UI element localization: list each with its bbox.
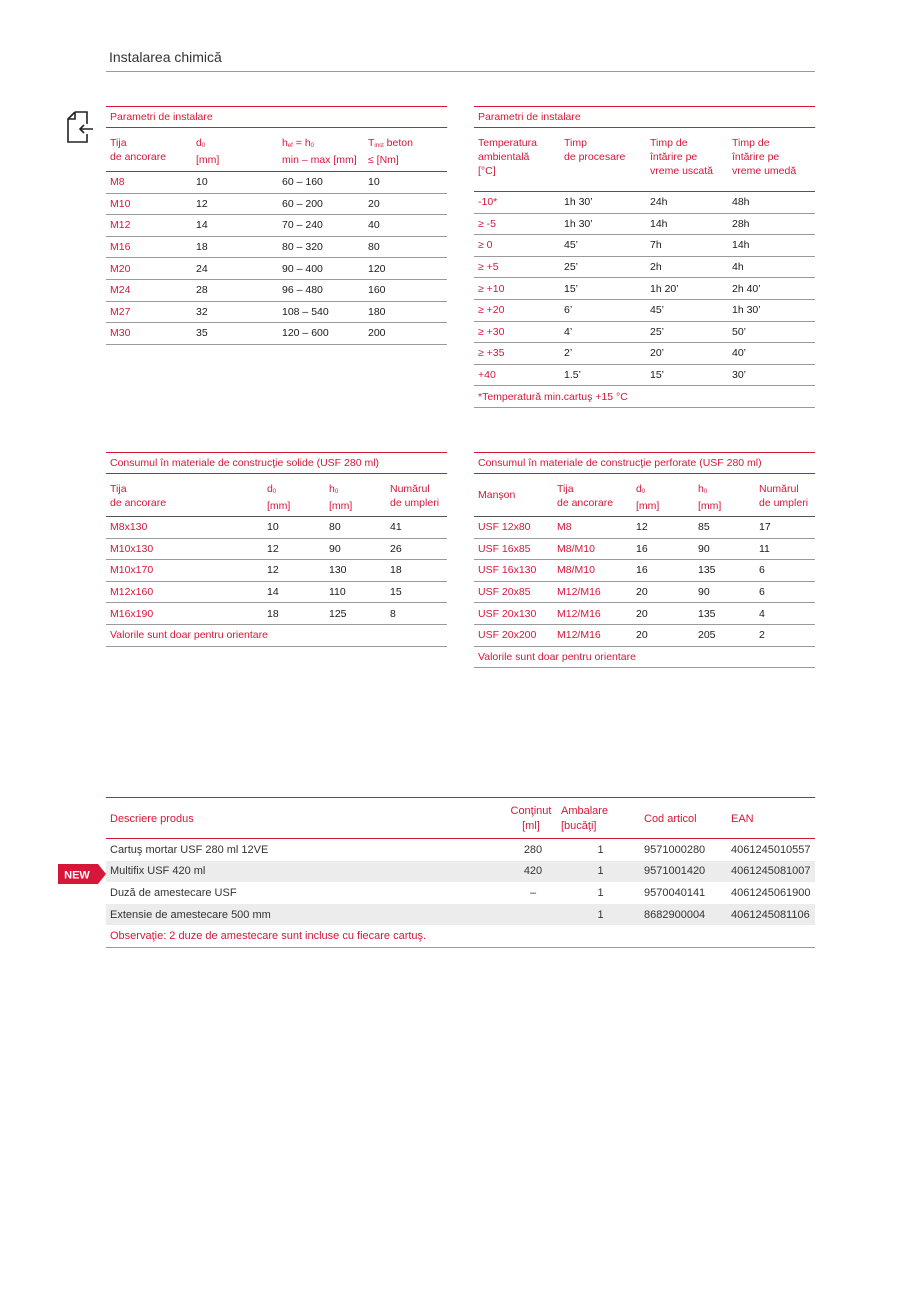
product-row [106, 839, 815, 861]
col-header: Tija de ancorare [106, 474, 263, 517]
table-cell: 110 [325, 581, 386, 603]
table-caption: Consumul în materiale de construcţie solide (USF 280 ml) [106, 453, 447, 474]
table-cell: 14h [646, 213, 728, 235]
table-row [474, 364, 815, 386]
col-header-packaging: Ambalare [bucăţi] [557, 798, 640, 839]
table-row [474, 560, 815, 582]
table-cell: 1h 30’ [728, 299, 815, 321]
table-cell: 205 [694, 624, 755, 646]
table-cell: 45’ [560, 235, 646, 257]
table-row [106, 517, 447, 539]
table-cell: 45’ [646, 299, 728, 321]
table-cell: 41 [386, 517, 447, 539]
table-cell: 20 [364, 193, 447, 215]
table-cell: 130 [325, 560, 386, 582]
product-cell: 4061245081106 [727, 904, 815, 926]
solid-materials-consumption-table [106, 452, 447, 647]
title-divider [106, 71, 815, 72]
table-cell: M10 [106, 193, 192, 215]
table-row [106, 538, 447, 560]
table-cell: 200 [364, 323, 447, 345]
col-header: Numărul de umpleri [755, 474, 815, 517]
col-header: $h_0$ [mm] [694, 474, 755, 517]
product-cell: 4061245010557 [731, 843, 811, 856]
table-caption: Parametri de instalare [106, 107, 447, 128]
table-cell: +40 [474, 364, 560, 386]
table-cell: 24h [646, 192, 728, 214]
product-cell: 1 [597, 843, 604, 856]
table-cell: 10 [263, 517, 325, 539]
table-cell: 25’ [560, 256, 646, 278]
table-row [106, 323, 447, 345]
product-cell: 280 [523, 843, 543, 856]
table-cell: 90 [694, 538, 755, 560]
col-header-description: Descriere produs [106, 798, 505, 839]
product-cell: Cartuş mortar USF 280 ml 12VE [110, 843, 269, 856]
table-cell: USF 20x200 [474, 624, 553, 646]
table-row [474, 603, 815, 625]
table-cell: 7h [646, 235, 728, 257]
curing-time-table [474, 106, 815, 408]
table-cell: USF 16x85 [474, 538, 553, 560]
table-row [106, 236, 447, 258]
table-cell: ≥ -5 [474, 213, 560, 235]
table-row [474, 235, 815, 257]
table-cell: 20’ [646, 343, 728, 365]
table-row [474, 321, 815, 343]
table-row [474, 256, 815, 278]
table-cell: 8 [386, 603, 447, 625]
col-header: Timp de întărire pe vreme umedă [728, 128, 815, 192]
product-cell: 1 [597, 886, 604, 899]
table-cell: 120 – 600 [278, 323, 364, 345]
table-cell: 135 [694, 560, 755, 582]
product-row [106, 882, 815, 904]
table-cell: USF 20x130 [474, 603, 553, 625]
table-cell: 12 [263, 560, 325, 582]
table-cell: 1h 30’ [560, 213, 646, 235]
page-title: Instalarea chimică [109, 49, 222, 65]
table-cell: 4’ [560, 321, 646, 343]
table-cell: 135 [694, 603, 755, 625]
table-cell: 2h [646, 256, 728, 278]
table-cell: 2 [755, 624, 815, 646]
table-row [474, 624, 815, 646]
table-cell: M8 [553, 517, 632, 539]
table-cell: -10* [474, 192, 560, 214]
product-note: Observaţie: 2 duze de amestecare sunt incluse cu fiecare cartuş. [106, 925, 815, 947]
table-cell: 28h [728, 213, 815, 235]
table-cell: 10 [192, 172, 278, 194]
table-row [106, 258, 447, 280]
table-cell: 6’ [560, 299, 646, 321]
table-cell: 40 [364, 215, 447, 237]
table-cell: 12 [192, 193, 278, 215]
table-row [106, 172, 447, 194]
table-note: *Temperatură min.cartuş +15 °C [474, 386, 815, 408]
table-row [106, 301, 447, 323]
table-cell: 15’ [560, 278, 646, 300]
new-badge-label: NEW [64, 869, 90, 882]
product-table [106, 797, 815, 948]
table-row [474, 581, 815, 603]
table-cell: 18 [263, 603, 325, 625]
document-import-icon [66, 111, 94, 143]
table-note: Valorile sunt doar pentru orientare [474, 646, 815, 668]
table-row [474, 299, 815, 321]
table-cell: 125 [325, 603, 386, 625]
table-row [106, 279, 447, 301]
table-cell: 2h 40’ [728, 278, 815, 300]
table-cell: 20 [632, 603, 694, 625]
table-row [106, 215, 447, 237]
table-cell: 32 [192, 301, 278, 323]
product-cell: 9571001420 [640, 861, 727, 883]
table-row [106, 560, 447, 582]
table-cell: 60 – 160 [278, 172, 364, 194]
table-cell: 17 [755, 517, 815, 539]
table-cell: 28 [192, 279, 278, 301]
table-cell: 80 – 320 [278, 236, 364, 258]
table-cell: 60 – 200 [278, 193, 364, 215]
table-cell: ≥ +5 [474, 256, 560, 278]
table-cell: 20 [632, 624, 694, 646]
col-header: $h_0$ [mm] [325, 474, 386, 517]
table-cell: ≥ +35 [474, 343, 560, 365]
new-badge [58, 864, 106, 884]
table-cell: 2’ [560, 343, 646, 365]
table-cell: M12/M16 [553, 603, 632, 625]
col-header: Tija de ancorare [106, 128, 192, 172]
table-cell: 180 [364, 301, 447, 323]
table-cell: 96 – 480 [278, 279, 364, 301]
col-header: Timp de întărire pe vreme uscată [646, 128, 728, 192]
table-cell: M8x130 [106, 517, 263, 539]
table-cell: 80 [364, 236, 447, 258]
product-cell: 4061245061900 [731, 886, 811, 899]
table-cell: 14 [263, 581, 325, 603]
table-row [474, 278, 815, 300]
table-cell: M12/M16 [553, 624, 632, 646]
perforated-materials-consumption-table [474, 452, 815, 668]
col-header-article-code: Cod articol [640, 798, 727, 839]
table-cell: M20 [106, 258, 192, 280]
table-cell: 40’ [728, 343, 815, 365]
product-row [106, 904, 815, 926]
table-cell: 90 – 400 [278, 258, 364, 280]
table-cell: M10x130 [106, 538, 263, 560]
table-cell: 18 [386, 560, 447, 582]
table-cell: ≥ +30 [474, 321, 560, 343]
product-cell: 9570040141 [644, 886, 706, 899]
table-cell: 108 – 540 [278, 301, 364, 323]
table-cell: 4h [728, 256, 815, 278]
col-header: Temperatura ambientală [°C] [474, 128, 560, 192]
product-cell: Multifix USF 420 ml [106, 861, 505, 883]
table-cell: USF 12x80 [474, 517, 553, 539]
table-cell: 15 [386, 581, 447, 603]
table-cell: 26 [386, 538, 447, 560]
table-row [474, 517, 815, 539]
product-cell: 420 [505, 861, 557, 883]
table-cell: 6 [755, 560, 815, 582]
col-header-content: Conţinut [ml] [505, 798, 557, 839]
col-header: Timp de procesare [560, 128, 646, 192]
table-cell: 70 – 240 [278, 215, 364, 237]
table-row [106, 193, 447, 215]
table-cell: M8/M10 [553, 538, 632, 560]
product-cell: 8682900004 [640, 904, 727, 926]
col-header-ean: EAN [727, 798, 815, 839]
installation-params-table [106, 106, 447, 345]
product-cell: – [529, 886, 537, 899]
table-note: Valorile sunt doar pentru orientare [106, 624, 447, 646]
table-cell: M30 [106, 323, 192, 345]
product-cell: 9571000280 [644, 843, 706, 856]
table-row [474, 192, 815, 214]
table-cell: 25’ [646, 321, 728, 343]
table-cell: 90 [694, 581, 755, 603]
table-cell: 6 [755, 581, 815, 603]
col-header: Manşon [474, 474, 553, 517]
table-cell: 1.5’ [560, 364, 646, 386]
col-header: $h_{ef} = h_0$ min – max [mm] [278, 128, 364, 172]
table-cell: 80 [325, 517, 386, 539]
col-header: Tija de ancorare [553, 474, 632, 517]
table-cell: M16 [106, 236, 192, 258]
table-cell: 11 [755, 538, 815, 560]
table-cell: 12 [263, 538, 325, 560]
table-cell: M27 [106, 301, 192, 323]
table-cell: 15’ [646, 364, 728, 386]
table-cell: USF 16x130 [474, 560, 553, 582]
table-cell: ≥ 0 [474, 235, 560, 257]
table-cell: 1h 20’ [646, 278, 728, 300]
product-cell: 4061245081007 [727, 861, 815, 883]
table-cell: M24 [106, 279, 192, 301]
table-cell: 20 [632, 581, 694, 603]
table-cell: M16x190 [106, 603, 263, 625]
table-cell: ≥ +10 [474, 278, 560, 300]
table-cell: 85 [694, 517, 755, 539]
product-cell: 1 [557, 861, 640, 883]
table-cell: ≥ +20 [474, 299, 560, 321]
table-cell: 24 [192, 258, 278, 280]
table-cell: 10 [364, 172, 447, 194]
product-cell: 1 [557, 904, 640, 926]
table-cell: 90 [325, 538, 386, 560]
col-header: $d_0$ [mm] [632, 474, 694, 517]
table-cell: M12 [106, 215, 192, 237]
table-cell: USF 20x85 [474, 581, 553, 603]
table-row [106, 581, 447, 603]
table-cell: 18 [192, 236, 278, 258]
table-cell: 120 [364, 258, 447, 280]
table-cell: M10x170 [106, 560, 263, 582]
table-cell: 14 [192, 215, 278, 237]
table-cell: 50’ [728, 321, 815, 343]
table-caption: Consumul în materiale de construcţie perforate (USF 280 ml) [474, 453, 815, 474]
table-caption: Parametri de instalare [474, 107, 815, 128]
table-cell: 16 [632, 538, 694, 560]
product-cell: Extensie de amestecare 500 mm [106, 904, 505, 926]
table-cell: M12/M16 [553, 581, 632, 603]
table-cell: M8/M10 [553, 560, 632, 582]
table-cell: 12 [632, 517, 694, 539]
col-header: $T_{inst}$ beton ≤ [Nm] [364, 128, 447, 172]
table-row [474, 343, 815, 365]
col-header: Numărul de umpleri [386, 474, 447, 517]
table-cell: M8 [106, 172, 192, 194]
table-cell: M12x160 [106, 581, 263, 603]
table-cell: 4 [755, 603, 815, 625]
table-cell: 14h [728, 235, 815, 257]
table-cell: 30’ [728, 364, 815, 386]
col-header: $d_0$ [mm] [192, 128, 278, 172]
table-cell: 35 [192, 323, 278, 345]
table-cell: 48h [728, 192, 815, 214]
table-cell: 1h 30’ [560, 192, 646, 214]
table-cell: 160 [364, 279, 447, 301]
product-row [106, 861, 815, 883]
table-cell: 16 [632, 560, 694, 582]
product-cell [505, 904, 557, 926]
col-header: $d_0$ [mm] [263, 474, 325, 517]
product-cell: Duză de amestecare USF [110, 886, 237, 899]
table-row [106, 603, 447, 625]
table-row [474, 538, 815, 560]
table-row [474, 213, 815, 235]
